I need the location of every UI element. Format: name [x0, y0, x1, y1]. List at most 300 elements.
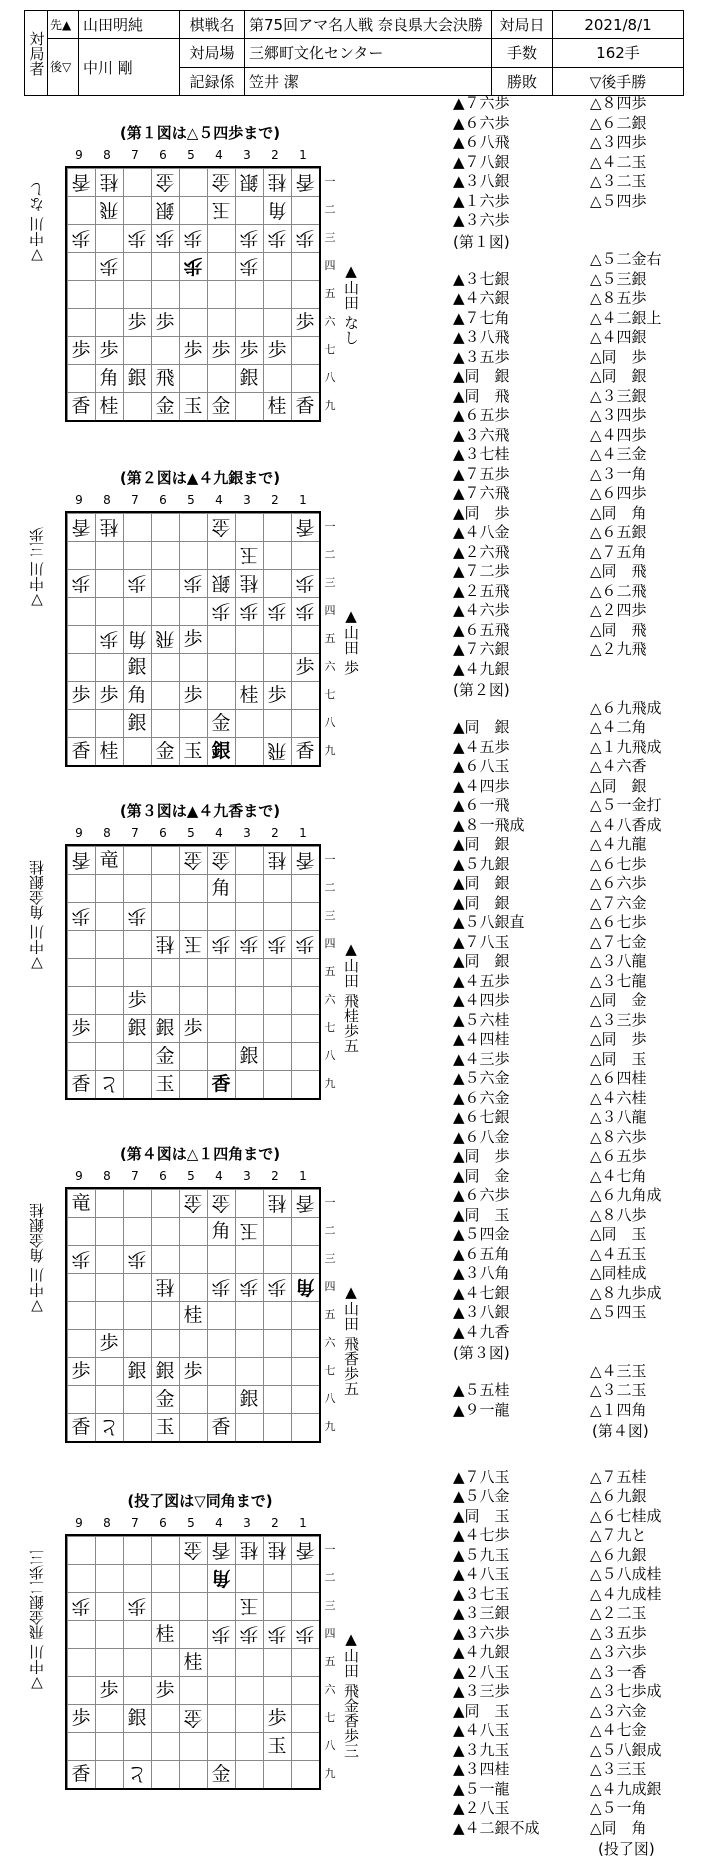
gote-move: △６二飛	[590, 581, 647, 600]
rank-number: 九	[324, 1077, 336, 1090]
shogi-piece: 歩	[267, 600, 287, 622]
gote-move: △３二玉	[590, 172, 647, 190]
diagram-title: (第４図は△１四角まで)	[119, 1145, 281, 1163]
diagram-label: (第３図)	[453, 1344, 510, 1362]
shogi-piece: 歩	[239, 255, 259, 277]
sente-move: ▲７五歩	[453, 464, 510, 483]
sente-move: ▲７八銀	[453, 152, 510, 171]
shogi-piece: 金	[155, 395, 175, 417]
sente-move: ▲４八玉	[453, 1565, 510, 1583]
gote-move: △同 角	[590, 1818, 647, 1837]
gote-move: △２九飛	[590, 640, 647, 658]
file-number: 2	[271, 1169, 279, 1183]
rank-number: 四	[324, 1627, 336, 1640]
gote-move: △４三玉	[590, 1361, 647, 1380]
gote-move: △３六歩	[590, 1643, 647, 1661]
sente-move: ▲３八銀	[453, 172, 510, 190]
gote-move: △同 金	[590, 991, 647, 1009]
shogi-board	[65, 511, 321, 767]
diagram-label: (投了図)	[598, 1840, 655, 1858]
gote-move: △３五歩	[590, 1623, 647, 1642]
gote-move: △４二玉	[590, 152, 647, 171]
gote-move: △６九角成	[590, 1186, 662, 1204]
shogi-piece: 香	[295, 849, 315, 871]
shogi-piece: 飛	[155, 628, 175, 650]
shogi-piece: 金	[211, 171, 231, 193]
gote-move: △８八歩	[590, 1205, 647, 1224]
gote-move: △同 玉	[590, 1225, 647, 1243]
gote-move: △４八香成	[590, 815, 662, 834]
shogi-piece: 歩	[295, 656, 315, 678]
sente-move: ▲７八玉	[453, 932, 510, 951]
sente-move: ▲７七角	[453, 308, 510, 327]
gote-move: △５四歩	[590, 191, 647, 210]
file-number: 2	[271, 493, 279, 507]
sente-move: ▲６五角	[453, 1244, 510, 1263]
shogi-piece: 歩	[99, 1679, 119, 1701]
shogi-piece: 歩	[267, 339, 287, 361]
file-number: 4	[215, 1516, 223, 1530]
file-number: 9	[75, 1169, 83, 1183]
shogi-piece: 金	[155, 171, 175, 193]
shogi-piece: 金	[211, 712, 231, 734]
shogi-piece: 歩	[267, 933, 287, 955]
shogi-piece: 桂	[99, 171, 119, 193]
shogi-piece: 歩	[71, 1707, 91, 1729]
shogi-piece: 歩	[211, 339, 231, 361]
diagram-label: (第４図)	[592, 1422, 649, 1440]
shogi-piece: 銀	[127, 367, 147, 389]
file-number: 5	[187, 493, 195, 507]
shogi-piece: 歩	[211, 933, 231, 955]
shogi-piece: 香	[71, 849, 91, 871]
shogi-piece: と	[127, 1763, 147, 1785]
sente-move: ▲７六銀	[453, 640, 510, 658]
gote-move: △１四角	[590, 1400, 647, 1419]
shogi-piece: 桂	[183, 1651, 203, 1673]
shogi-piece: 歩	[183, 628, 203, 650]
gote-move: △同 玉	[590, 1049, 647, 1068]
sente-move: ▲同 歩	[453, 1147, 510, 1165]
rank-number: 一	[324, 1543, 336, 1556]
sente-move: ▲３四桂	[453, 1760, 510, 1778]
sente-hand: ▲山田 飛香歩五	[342, 1283, 360, 1396]
shogi-piece: 玉	[239, 544, 259, 566]
sente-move: ▲４八玉	[453, 1721, 510, 1739]
sente-move: ▲４四歩	[453, 776, 510, 795]
sente-move: ▲同 歩	[453, 503, 510, 522]
shogi-piece: 金	[211, 1192, 231, 1214]
sente-move: ▲３三銀	[453, 1604, 510, 1622]
file-number: 4	[215, 1169, 223, 1183]
shogi-piece: 銀	[127, 1360, 147, 1382]
rank-number: 六	[324, 1336, 336, 1349]
shogi-piece: 桂	[155, 933, 175, 955]
game-result: ▽後手勝	[553, 67, 684, 95]
file-number: 8	[103, 148, 111, 162]
sente-move: ▲３三歩	[453, 1682, 510, 1700]
sente-move: ▲同 玉	[453, 1205, 510, 1224]
gote-move: △５一金打	[590, 796, 662, 814]
shogi-piece: 香	[71, 1073, 91, 1095]
rank-number: 七	[324, 1021, 336, 1034]
shogi-piece: 歩	[99, 339, 119, 361]
gote-mark: 後▽	[48, 39, 79, 96]
shogi-piece: 歩	[71, 684, 91, 706]
shogi-piece: 金	[155, 1045, 175, 1067]
shogi-piece: 銀	[127, 656, 147, 678]
rank-number: 一	[324, 175, 336, 188]
shogi-piece: 金	[211, 516, 231, 538]
shogi-board	[65, 166, 321, 422]
sente-move: ▲５五桂	[453, 1381, 510, 1399]
gote-move: △４九成銀	[590, 1779, 662, 1798]
venue-label: 対局場	[180, 39, 245, 67]
gote-move: △２二玉	[590, 1604, 647, 1622]
file-number: 6	[159, 148, 167, 162]
shogi-piece: 銀	[239, 1045, 259, 1067]
gote-move: △２四歩	[590, 601, 647, 619]
shogi-board	[65, 1534, 321, 1790]
rank-number: 六	[324, 1683, 336, 1696]
file-number: 3	[243, 1516, 251, 1530]
shogi-piece: 歩	[295, 311, 315, 333]
shogi-piece: 香	[295, 1192, 315, 1214]
shogi-piece: 金	[183, 1192, 203, 1214]
gote-move: △８五歩	[590, 289, 647, 307]
gote-move: △同 角	[590, 503, 647, 522]
rank-number: 二	[324, 1571, 336, 1584]
gote-move: △８六歩	[590, 1127, 647, 1146]
gote-move: △３六金	[590, 1701, 647, 1720]
gote-move: △４四銀	[590, 328, 647, 346]
file-number: 5	[187, 1516, 195, 1530]
sente-move: ▲５八金	[453, 1487, 510, 1505]
shogi-piece: 香	[71, 516, 91, 538]
gote-move: △同 銀	[590, 776, 647, 795]
result-label: 勝敗	[492, 67, 553, 95]
shogi-piece: 桂	[239, 572, 259, 594]
sente-move: ▲９一龍	[453, 1400, 510, 1419]
gote-move: △３八龍	[590, 952, 647, 970]
gote-hand: ▽中川 飛金銀二歩三	[28, 1550, 46, 1693]
shogi-piece: 香	[211, 1073, 231, 1095]
sente-move: ▲４六銀	[453, 289, 510, 307]
file-number: 9	[75, 148, 83, 162]
gote-move: △６五歩	[590, 1147, 647, 1165]
gote-move: △６四桂	[590, 1069, 647, 1087]
diagram-title: (第２図は▲４九銀まで)	[119, 469, 281, 487]
rank-number: 四	[324, 937, 336, 950]
sente-move: ▲同 銀	[453, 718, 510, 736]
shogi-piece: 歩	[99, 684, 119, 706]
gote-move: △４二銀上	[590, 308, 662, 327]
gote-move: △６九銀	[590, 1487, 647, 1505]
gote-hand: ▽中川 三歩	[28, 527, 46, 610]
file-number: 3	[243, 148, 251, 162]
sente-move: ▲７六歩	[453, 94, 510, 112]
shogi-piece: 歩	[239, 339, 259, 361]
shogi-piece: 香	[71, 1763, 91, 1785]
sente-move: ▲３六歩	[453, 1623, 510, 1642]
shogi-piece: 角	[211, 1567, 231, 1589]
shogi-piece: 歩	[71, 227, 91, 249]
gote-move: △６四歩	[590, 484, 647, 502]
rank-number: 九	[324, 744, 336, 757]
shogi-piece: 桂	[239, 1539, 259, 1561]
sente-move: ▲４九銀	[453, 659, 510, 678]
gote-move: △５三銀	[590, 269, 647, 288]
shogi-piece: 銀	[127, 1017, 147, 1039]
recorder-name: 笠井 潔	[245, 67, 492, 95]
gote-move: △４九成桂	[590, 1584, 662, 1603]
shogi-piece: 歩	[211, 1276, 231, 1298]
gote-move: △同 歩	[590, 347, 647, 366]
gote-hand: ▽中川 角金銀桂	[28, 860, 46, 973]
rank-number: 六	[324, 315, 336, 328]
shogi-piece: 歩	[267, 1707, 287, 1729]
shogi-piece: と	[99, 1073, 119, 1095]
file-number: 2	[271, 1516, 279, 1530]
rank-number: 九	[324, 1767, 336, 1780]
shogi-piece: 歩	[127, 572, 147, 594]
sente-move: ▲２八玉	[453, 1662, 510, 1681]
file-number: 1	[299, 826, 307, 840]
shogi-piece: 歩	[71, 1248, 91, 1270]
rank-number: 八	[324, 1739, 336, 1752]
shogi-piece: 歩	[183, 684, 203, 706]
sente-move: ▲８一飛成	[453, 815, 525, 834]
shogi-piece: 歩	[295, 933, 315, 955]
sente-move: ▲同 銀	[453, 874, 510, 892]
shogi-piece: 玉	[183, 395, 203, 417]
gote-move: △４三金	[590, 445, 647, 463]
rank-number: 四	[324, 604, 336, 617]
shogi-piece: 桂	[99, 516, 119, 538]
file-number: 2	[271, 826, 279, 840]
rank-number: 七	[324, 1364, 336, 1377]
shogi-piece: 歩	[127, 1248, 147, 1270]
gote-move: △７五角	[590, 542, 647, 561]
file-number: 6	[159, 826, 167, 840]
shogi-piece: 香	[71, 740, 91, 762]
shogi-piece: 歩	[211, 600, 231, 622]
file-number: 7	[131, 1516, 139, 1530]
gote-move: △３一角	[590, 464, 647, 483]
move-count: 162手	[553, 39, 684, 67]
file-number: 7	[131, 826, 139, 840]
gote-move: △同 飛	[590, 562, 647, 580]
sente-move: ▲３八飛	[453, 328, 510, 346]
sente-hand: ▲山田 飛桂歩五	[342, 940, 360, 1053]
file-number: 1	[299, 1516, 307, 1530]
shogi-piece: 金	[155, 1388, 175, 1410]
gote-move: △４七金	[590, 1721, 647, 1739]
shogi-piece: 歩	[267, 1276, 287, 1298]
sente-move: ▲６八玉	[453, 757, 510, 775]
shogi-piece: 歩	[71, 905, 91, 927]
diagram-title: (第１図は△５四歩まで)	[119, 124, 281, 142]
shogi-piece: 桂	[155, 1276, 175, 1298]
rank-number: 三	[324, 231, 336, 244]
shogi-piece: 飛	[267, 740, 287, 762]
players-label: 対局者	[25, 11, 48, 96]
shogi-piece: 歩	[239, 933, 259, 955]
file-number: 9	[75, 493, 83, 507]
shogi-piece: 角	[211, 877, 231, 899]
shogi-piece: 銀	[239, 1388, 259, 1410]
gote-move: △４二角	[590, 718, 647, 736]
shogi-piece: 歩	[127, 227, 147, 249]
diagram-title: (第３図は▲４九香まで)	[119, 802, 281, 820]
shogi-piece: 歩	[239, 600, 259, 622]
shogi-piece: 玉	[239, 1220, 259, 1242]
shogi-piece: 角	[99, 367, 119, 389]
recorder-label: 記録係	[180, 67, 245, 95]
shogi-piece: 桂	[267, 1539, 287, 1561]
sente-move: ▲６一飛	[453, 796, 510, 814]
sente-move: ▲４四歩	[453, 991, 510, 1009]
file-number: 8	[103, 493, 111, 507]
sente-move: ▲３五歩	[453, 347, 510, 366]
gote-move: △同 飛	[590, 620, 647, 639]
sente-move: ▲５九銀	[453, 854, 510, 873]
sente-move: ▲５一龍	[453, 1779, 510, 1798]
shogi-piece: 歩	[211, 1623, 231, 1645]
sente-move: ▲７六飛	[453, 484, 510, 502]
sente-move: ▲同 銀	[453, 893, 510, 912]
rank-number: 三	[324, 1252, 336, 1265]
rank-number: 九	[324, 399, 336, 412]
shogi-piece: 銀	[211, 740, 231, 762]
shogi-piece: 玉	[155, 1073, 175, 1095]
sente-hand: ▲山田 なし	[342, 262, 360, 345]
rank-number: 五	[324, 287, 336, 300]
file-number: 8	[103, 826, 111, 840]
shogi-piece: 竜	[71, 1192, 91, 1214]
rank-number: 一	[324, 1196, 336, 1209]
shogi-piece: 角	[211, 1220, 231, 1242]
shogi-piece: 歩	[295, 227, 315, 249]
gote-move: △７六金	[590, 893, 647, 912]
sente-move: ▲３七桂	[453, 445, 510, 463]
gote-move: △５四玉	[590, 1303, 647, 1321]
gote-move: △３七龍	[590, 971, 647, 990]
gote-move: △４六桂	[590, 1088, 647, 1107]
rank-number: 五	[324, 632, 336, 645]
sente-move: ▲４七歩	[453, 1526, 510, 1544]
sente-move: ▲６六歩	[453, 113, 510, 132]
sente-move: ▲４五歩	[453, 971, 510, 990]
moves-label: 手数	[492, 39, 553, 67]
rank-number: 八	[324, 371, 336, 384]
gote-move: △５八銀成	[590, 1740, 662, 1759]
shogi-piece: 歩	[183, 339, 203, 361]
shogi-piece: 玉	[211, 199, 231, 221]
gote-move: △７五桂	[590, 1467, 647, 1486]
gote-move: △４五玉	[590, 1244, 647, 1263]
shogi-piece: 歩	[295, 600, 315, 622]
shogi-piece: 歩	[267, 227, 287, 249]
gote-move: △３一香	[590, 1662, 647, 1681]
shogi-piece: 竜	[99, 849, 119, 871]
shogi-piece: 香	[71, 1416, 91, 1438]
sente-move: ▲同 玉	[453, 1701, 510, 1720]
shogi-piece: 歩	[183, 227, 203, 249]
shogi-piece: 角	[127, 684, 147, 706]
shogi-piece: 歩	[127, 311, 147, 333]
sente-move: ▲３八銀	[453, 1303, 510, 1321]
shogi-piece: 玉	[155, 1416, 175, 1438]
sente-move: ▲２八玉	[453, 1799, 510, 1817]
shogi-piece: 歩	[127, 989, 147, 1011]
sente-move: ▲５九玉	[453, 1545, 510, 1564]
shogi-piece: 桂	[239, 684, 259, 706]
file-number: 8	[103, 1169, 111, 1183]
rank-number: 三	[324, 1599, 336, 1612]
gote-move: △４四歩	[590, 425, 647, 444]
shogi-piece: 金	[183, 1707, 203, 1729]
file-number: 4	[215, 826, 223, 840]
file-number: 4	[215, 148, 223, 162]
shogi-piece: 歩	[71, 1360, 91, 1382]
shogi-piece: 歩	[239, 227, 259, 249]
file-number: 7	[131, 1169, 139, 1183]
gote-move: △３七歩成	[590, 1682, 662, 1700]
shogi-piece: 銀	[239, 171, 259, 193]
sente-move: ▲６七銀	[453, 1108, 510, 1126]
shogi-piece: 桂	[99, 395, 119, 417]
sente-move: ▲３七銀	[453, 269, 510, 288]
gote-move: △６二銀	[590, 113, 647, 132]
shogi-piece: 飛	[155, 367, 175, 389]
gote-move: △６六歩	[590, 874, 647, 892]
file-number: 6	[159, 1169, 167, 1183]
game-header	[24, 10, 684, 96]
sente-move: ▲４三歩	[453, 1049, 510, 1068]
rank-number: 五	[324, 965, 336, 978]
sente-move: ▲５八銀直	[453, 913, 525, 931]
shogi-piece: 銀	[155, 1017, 175, 1039]
sente-move: ▲同 金	[453, 1166, 510, 1185]
sente-move: ▲６六金	[453, 1088, 510, 1107]
shogi-piece: 歩	[183, 1360, 203, 1382]
rank-number: 四	[324, 259, 336, 272]
shogi-board	[65, 844, 321, 1100]
shogi-piece: 歩	[295, 572, 315, 594]
sente-move: ▲６八飛	[453, 133, 510, 151]
rank-number: 三	[324, 909, 336, 922]
shogi-piece: 銀	[155, 199, 175, 221]
file-number: 5	[187, 148, 195, 162]
shogi-piece: 歩	[71, 572, 91, 594]
sente-move: ▲４九香	[453, 1322, 510, 1341]
gote-move: △３三銀	[590, 386, 647, 405]
shogi-piece: 歩	[127, 1595, 147, 1617]
rank-number: 二	[324, 203, 336, 216]
file-number: 7	[131, 493, 139, 507]
file-number: 3	[243, 826, 251, 840]
rank-number: 二	[324, 1224, 336, 1237]
sente-move: ▲同 飛	[453, 386, 510, 405]
rank-number: 四	[324, 1280, 336, 1293]
rank-number: 二	[324, 881, 336, 894]
sente-move: ▲３七玉	[453, 1584, 510, 1603]
sente-move: ▲４八金	[453, 523, 510, 541]
file-number: 6	[159, 1516, 167, 1530]
shogi-piece: 歩	[71, 1017, 91, 1039]
shogi-piece: 飛	[99, 199, 119, 221]
